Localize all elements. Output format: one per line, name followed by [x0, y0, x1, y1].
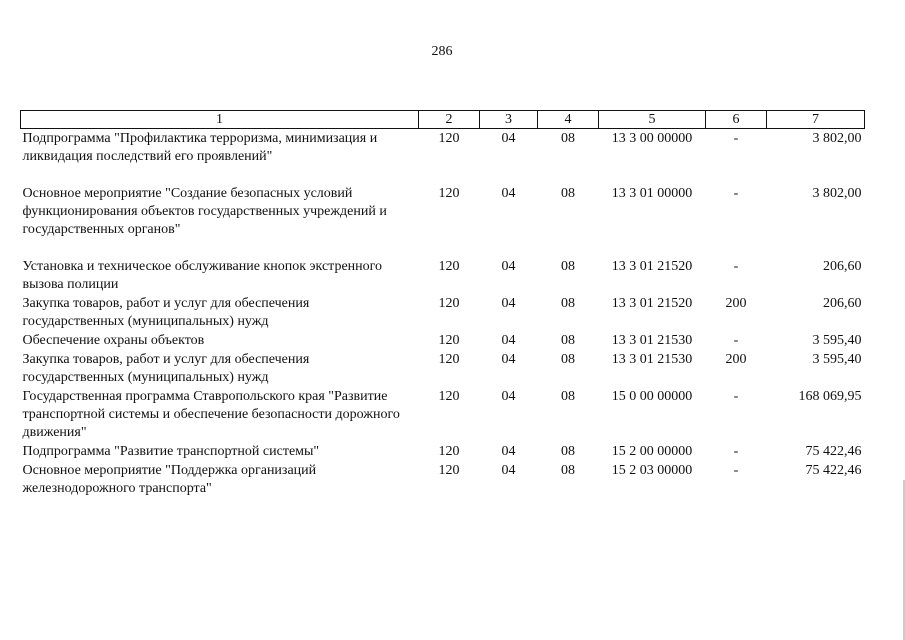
row-code-target: 13 3 01 21520: [611, 296, 693, 311]
row-amount: 3 802,00: [812, 131, 862, 146]
table-row: [21, 129, 865, 185]
row-name: Основное мероприятие "Создание безопасных условий функционирования объектов государственных учреждений и государственных органов": [22, 186, 387, 237]
table-row: [21, 294, 865, 331]
row-code-ministry: 120: [438, 186, 460, 201]
row-code-section: 04: [501, 296, 516, 311]
row-code-expense-type: -: [733, 389, 739, 404]
row-code-ministry: 120: [438, 463, 460, 478]
row-code-ministry: 120: [438, 352, 460, 367]
row-code-subsection: 08: [561, 352, 575, 367]
row-code-target: 15 0 00 00000: [611, 389, 693, 404]
row-code-subsection: 08: [561, 131, 575, 146]
row-code-expense-type: -: [733, 259, 739, 274]
column-header: 6: [706, 111, 767, 129]
row-code-section: 04: [501, 259, 516, 274]
row-code-target: 15 2 00 00000: [611, 444, 693, 459]
row-code-ministry: 120: [438, 444, 460, 459]
row-name: Обеспечение охраны объектов: [22, 333, 205, 348]
row-code-subsection: 08: [561, 444, 575, 459]
table-row: [21, 387, 865, 442]
table-row: [21, 442, 865, 461]
row-code-expense-type: 200: [725, 296, 747, 311]
row-code-expense-type: -: [733, 131, 739, 146]
row-code-subsection: 08: [561, 463, 575, 478]
row-code-target: 13 3 01 00000: [611, 186, 693, 201]
column-header: 2: [419, 111, 480, 129]
table-row: [21, 257, 865, 294]
row-amount: 206,60: [823, 296, 862, 311]
row-code-expense-type: -: [733, 463, 739, 478]
row-code-section: 04: [501, 186, 516, 201]
budget-table: [20, 110, 865, 498]
row-amount: 206,60: [823, 259, 862, 274]
table-row: [21, 184, 865, 257]
row-code-expense-type: -: [733, 333, 739, 348]
table-row: [21, 461, 865, 498]
table-row: [21, 331, 865, 350]
row-code-subsection: 08: [561, 389, 575, 404]
column-header: 1: [21, 111, 419, 129]
row-code-ministry: 120: [438, 333, 460, 348]
row-amount: 3 802,00: [812, 186, 862, 201]
row-amount: 75 422,46: [805, 463, 862, 478]
row-name: Основное мероприятие "Поддержка организаций железнодорожного транспорта": [22, 463, 317, 496]
column-header: 3: [480, 111, 538, 129]
row-code-section: 04: [501, 352, 516, 367]
column-header: 5: [599, 111, 706, 129]
row-code-target: 15 2 03 00000: [611, 463, 693, 478]
row-amount: 3 595,40: [812, 352, 862, 367]
row-code-subsection: 08: [561, 186, 575, 201]
row-code-subsection: 08: [561, 259, 575, 274]
column-header: 4: [538, 111, 599, 129]
row-code-ministry: 120: [438, 131, 460, 146]
row-amount: 168 069,95: [798, 389, 862, 404]
row-amount: 3 595,40: [812, 333, 862, 348]
row-code-target: 13 3 01 21530: [611, 352, 693, 367]
row-code-subsection: 08: [561, 296, 575, 311]
row-name: Подпрограмма "Развитие транспортной системы": [22, 444, 320, 459]
row-code-target: 13 3 00 00000: [611, 131, 693, 146]
row-code-subsection: 08: [561, 333, 575, 348]
row-code-section: 04: [501, 463, 516, 478]
row-code-section: 04: [501, 444, 516, 459]
row-name: Государственная программа Ставропольского края "Развитие транспортной системы и обеспечение безопасности дорожного движения": [22, 389, 400, 440]
row-name: Подпрограмма "Профилактика терроризма, минимизация и ликвидация последствий его проявлений": [22, 131, 378, 164]
table-row: [21, 350, 865, 387]
row-code-section: 04: [501, 389, 516, 404]
row-code-expense-type: 200: [725, 352, 747, 367]
row-code-expense-type: -: [733, 444, 739, 459]
row-code-expense-type: -: [733, 186, 739, 201]
row-code-target: 13 3 01 21530: [611, 333, 693, 348]
column-header: 7: [767, 111, 865, 129]
row-code-ministry: 120: [438, 389, 460, 404]
row-code-section: 04: [501, 131, 516, 146]
row-code-section: 04: [501, 333, 516, 348]
page-number: 286: [431, 44, 453, 59]
table-header-row: [21, 111, 865, 129]
row-amount: 75 422,46: [805, 444, 862, 459]
row-name: Установка и техническое обслуживание кнопок экстренного вызова полиции: [22, 259, 383, 292]
row-name: Закупка товаров, работ и услуг для обеспечения государственных (муниципальных) нужд: [22, 296, 310, 329]
row-name: Закупка товаров, работ и услуг для обеспечения государственных (муниципальных) нужд: [22, 352, 310, 385]
row-code-target: 13 3 01 21520: [611, 259, 693, 274]
row-code-ministry: 120: [438, 259, 460, 274]
row-code-ministry: 120: [438, 296, 460, 311]
